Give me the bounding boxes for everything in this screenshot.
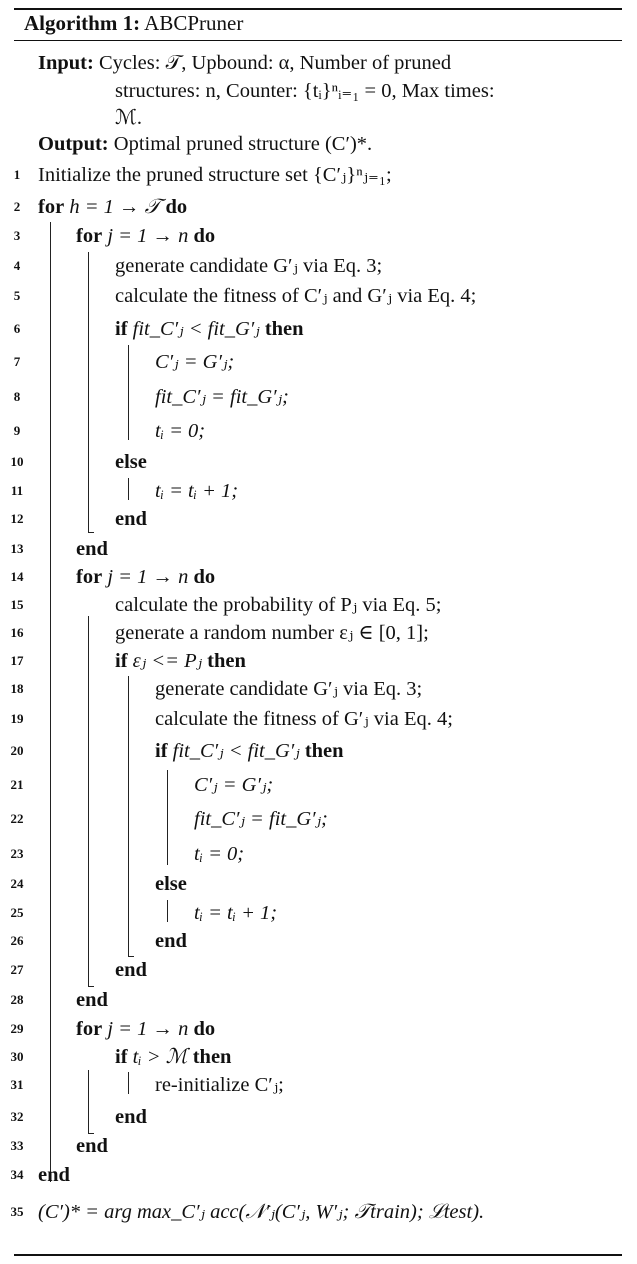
line-number: 24 <box>10 876 24 891</box>
line-17 <box>115 648 246 674</box>
then-keyword: then <box>192 1046 232 1068</box>
if-keyword: if <box>115 1046 128 1068</box>
title-rule <box>14 40 622 41</box>
line-number: 14 <box>10 569 24 584</box>
line-number: 6 <box>13 321 21 336</box>
do-keyword: do <box>193 1018 216 1040</box>
end-keyword: end <box>76 1135 108 1157</box>
line-number: 34 <box>10 1167 24 1182</box>
input-label: Input: <box>38 52 94 74</box>
line-16 <box>115 620 429 646</box>
line-27 <box>115 957 147 983</box>
line-number: 13 <box>10 541 24 556</box>
line-number: 23 <box>10 846 24 861</box>
line-number: 9 <box>13 423 21 438</box>
line-number: 21 <box>10 777 24 792</box>
line-number: 8 <box>13 389 21 404</box>
end-keyword: end <box>115 1106 147 1128</box>
indent-bar-else-2 <box>167 900 168 922</box>
line-34 <box>38 1162 70 1188</box>
line-number: 10 <box>10 454 24 469</box>
line-33 <box>76 1133 108 1159</box>
line-number: 35 <box>10 1204 24 1219</box>
line-number: 2 <box>13 199 21 214</box>
then-keyword: then <box>304 740 344 762</box>
line-number: 15 <box>10 597 24 612</box>
line-31 <box>155 1072 284 1098</box>
line-7-text: C′ⱼ = G′ⱼ; <box>155 351 235 373</box>
line-15-text: calculate the probability of Pⱼ via Eq. 5; <box>115 594 442 616</box>
line-18 <box>155 676 422 702</box>
line-number: 32 <box>10 1109 24 1124</box>
line-1 <box>38 162 392 188</box>
indent-bar-for-h <box>50 222 51 1182</box>
line-number: 16 <box>10 625 24 640</box>
line-32 <box>115 1104 147 1130</box>
input-text-1: Cycles: 𝒯, Upbound: α, Number of pruned <box>98 52 452 74</box>
line-19 <box>155 706 453 732</box>
do-keyword: do <box>193 566 216 588</box>
line-6-text: fit_C′ⱼ < fit_G′ⱼ <box>132 318 260 340</box>
line-14 <box>76 564 215 590</box>
line-number: 30 <box>10 1049 24 1064</box>
line-29-text: j = 1 → n <box>107 1018 189 1040</box>
indent-bar-if-prob <box>128 676 129 956</box>
line-8 <box>155 384 289 410</box>
line-number: 22 <box>10 811 24 826</box>
end-keyword: end <box>155 930 187 952</box>
line-22-text: fit_C′ⱼ = fit_G′ⱼ; <box>194 808 328 830</box>
algorithm-label: Algorithm 1: <box>24 11 141 35</box>
line-9-text: tᵢ = 0; <box>155 420 206 442</box>
line-23 <box>194 841 244 867</box>
line-8-text: fit_C′ⱼ = fit_G′ⱼ; <box>155 386 289 408</box>
line-4-text: generate candidate G′ⱼ via Eq. 3; <box>115 255 383 277</box>
input-text-2: structures: n, Counter: {tᵢ}ⁿᵢ₌₁ = 0, Max times: <box>115 80 495 102</box>
line-11 <box>155 478 238 504</box>
end-keyword: end <box>76 989 108 1011</box>
input-text-3: ℳ. <box>115 107 143 129</box>
else-keyword: else <box>155 873 187 895</box>
indent-bar-for-j-3 <box>88 1070 89 1133</box>
output-text: Optimal pruned structure (C′)*. <box>113 133 373 155</box>
end-keyword: end <box>115 508 147 530</box>
indent-bar-if-3 <box>128 1072 129 1094</box>
line-number: 3 <box>13 228 21 243</box>
line-21-text: C′ⱼ = G′ⱼ; <box>194 774 274 796</box>
then-keyword: then <box>264 318 304 340</box>
line-number: 29 <box>10 1021 24 1036</box>
line-22 <box>194 806 328 832</box>
line-35 <box>38 1199 484 1225</box>
line-9 <box>155 418 205 444</box>
line-number: 5 <box>13 288 21 303</box>
algorithm-name: ABCPruner <box>144 11 244 35</box>
for-keyword: for <box>38 196 65 218</box>
input-line-3 <box>115 105 142 131</box>
indent-bar-if-1 <box>128 345 129 440</box>
if-keyword: if <box>115 318 128 340</box>
line-1-text: Initialize the pruned structure set {C′ⱼ}ⁿⱼ₌₁; <box>38 164 392 186</box>
end-keyword: end <box>115 959 147 981</box>
for-keyword: for <box>76 225 103 247</box>
if-keyword: if <box>155 740 168 762</box>
line-30 <box>115 1044 231 1070</box>
indent-bar-for-j-1 <box>88 252 89 532</box>
line-18-text: generate candidate G′ⱼ via Eq. 3; <box>155 678 423 700</box>
line-26 <box>155 928 187 954</box>
line-35-text: (C′)* = arg max_C′ⱼ acc(𝒩′ⱼ(C′ⱼ, W′ⱼ; 𝒯train); ℒtest). <box>38 1201 485 1223</box>
line-number: 25 <box>10 905 24 920</box>
line-number: 20 <box>10 743 24 758</box>
line-number: 4 <box>13 258 21 273</box>
line-5 <box>115 283 476 309</box>
indent-hook <box>88 532 94 533</box>
line-17-text: εⱼ <= Pⱼ <box>132 650 203 672</box>
line-5-text: calculate the fitness of C′ⱼ and G′ⱼ via Eq. 4; <box>115 285 477 307</box>
line-number: 1 <box>13 167 21 182</box>
line-2-text: h = 1 → 𝒯 <box>69 196 161 218</box>
indent-bar-if-2 <box>167 770 168 865</box>
line-number: 11 <box>10 483 24 498</box>
line-28 <box>76 987 108 1013</box>
line-13 <box>76 536 108 562</box>
line-number: 18 <box>10 681 24 696</box>
line-6 <box>115 316 304 342</box>
line-23-text: tᵢ = 0; <box>194 843 245 865</box>
line-4 <box>115 253 382 279</box>
line-10 <box>115 449 147 475</box>
output-line <box>38 131 372 157</box>
indent-bar-else-1 <box>128 478 129 500</box>
end-keyword: end <box>76 538 108 560</box>
line-24 <box>155 871 187 897</box>
output-label: Output: <box>38 133 109 155</box>
algorithm-title <box>24 11 243 36</box>
line-number: 7 <box>13 354 21 369</box>
line-29 <box>76 1016 215 1042</box>
then-keyword: then <box>207 650 246 672</box>
bottom-rule <box>14 1254 622 1256</box>
line-number: 33 <box>10 1138 24 1153</box>
line-7 <box>155 349 234 375</box>
line-30-text: tᵢ > ℳ <box>132 1046 188 1068</box>
end-keyword: end <box>38 1164 70 1186</box>
line-16-text: generate a random number εⱼ ∈ [0, 1]; <box>115 622 429 644</box>
line-2 <box>38 194 187 220</box>
top-rule <box>14 8 622 10</box>
line-3 <box>76 223 215 249</box>
line-19-text: calculate the fitness of G′ⱼ via Eq. 4; <box>155 708 453 730</box>
line-number: 27 <box>10 962 24 977</box>
line-11-text: tᵢ = tᵢ + 1; <box>155 480 239 502</box>
do-keyword: do <box>193 225 216 247</box>
line-number: 26 <box>10 933 24 948</box>
line-14-text: j = 1 → n <box>107 566 189 588</box>
do-keyword: do <box>165 196 188 218</box>
line-number: 12 <box>10 511 24 526</box>
line-25 <box>194 900 277 926</box>
line-number: 28 <box>10 992 24 1007</box>
for-keyword: for <box>76 1018 103 1040</box>
if-keyword: if <box>115 650 128 672</box>
line-12 <box>115 506 147 532</box>
line-20 <box>155 738 344 764</box>
line-3-text: j = 1 → n <box>107 225 189 247</box>
line-25-text: tᵢ = tᵢ + 1; <box>194 902 278 924</box>
line-20-text: fit_C′ⱼ < fit_G′ⱼ <box>172 740 300 762</box>
input-line-2 <box>115 78 495 104</box>
line-number: 19 <box>10 711 24 726</box>
for-keyword: for <box>76 566 103 588</box>
else-keyword: else <box>115 451 147 473</box>
line-21 <box>194 772 273 798</box>
line-number: 17 <box>10 653 24 668</box>
indent-bar-for-j-2 <box>88 616 89 986</box>
line-number: 31 <box>10 1077 24 1092</box>
line-15 <box>115 592 442 618</box>
line-31-text: re-initialize C′ⱼ; <box>155 1074 284 1096</box>
input-line <box>38 50 451 76</box>
